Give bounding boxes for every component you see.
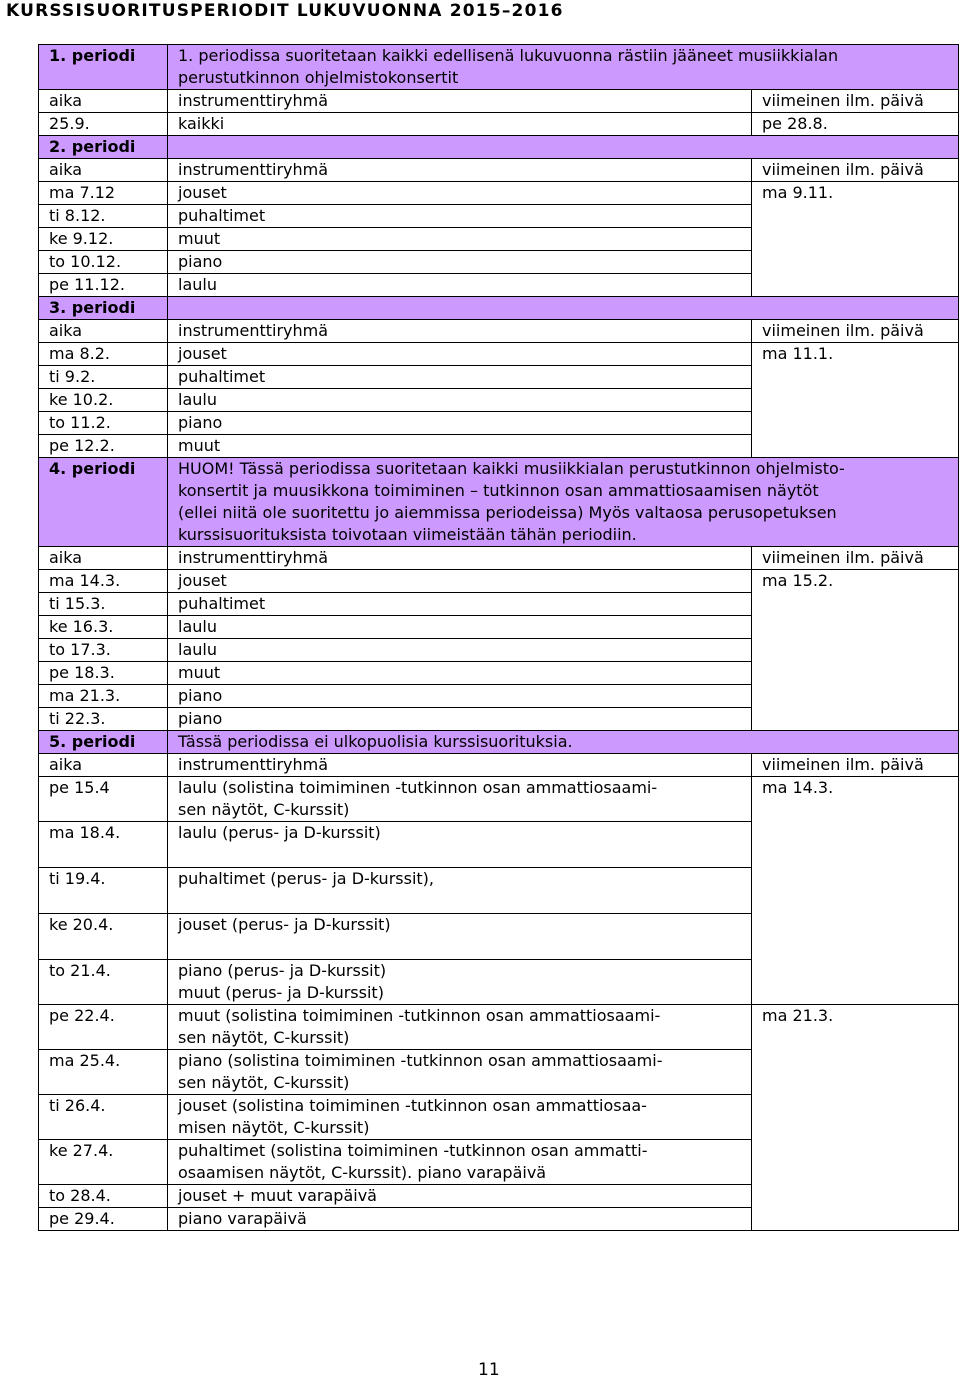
column-headers: aika instrumenttiryhmä viimeinen ilm. päivä bbox=[39, 754, 959, 777]
table-row: to 21.4. piano (perus- ja D-kurssit) muut (perus- ja D-kurssit) bbox=[39, 960, 959, 1005]
period-3-header bbox=[39, 297, 959, 320]
table-row: to 10.12. piano bbox=[39, 251, 959, 274]
period-note: 1. periodissa suoritetaan kaikki edellisenä lukuvuonna rästiin jääneet musiikkialan perustutkinnon ohjelmistokonsertit bbox=[168, 45, 959, 90]
table-row: ti 9.2. puhaltimet bbox=[39, 366, 959, 389]
period-note: HUOM! Tässä periodissa suoritetaan kaikki musiikkialan perustutkinnon ohjelmisto- konsertit ja muusikkona toimiminen – tutkinnon osan ammattiosaamisen näytöt (ellei niitä ole suoritettu jo aiemmissa periodeissa) Myös valtaosa perusopetuksen kurssisuorituksista toivotaan viimeistään tähän periodiin. bbox=[168, 458, 959, 547]
page-number: 11 bbox=[478, 1360, 500, 1380]
deadline: ma 14.3. bbox=[752, 777, 959, 822]
period-label: 4. periodi bbox=[39, 458, 168, 547]
deadline: ma 15.2. bbox=[752, 570, 959, 593]
table-row: ma 18.4. laulu (perus- ja D-kurssit) bbox=[39, 822, 959, 868]
table-row: pe 12.2. muut bbox=[39, 435, 959, 458]
table-row: ke 16.3. laulu bbox=[39, 616, 959, 639]
table-row: pe 29.4. piano varapäivä bbox=[39, 1208, 959, 1231]
column-headers: aika instrumenttiryhmä viimeinen ilm. päivä bbox=[39, 90, 959, 113]
period-label: 5. periodi bbox=[39, 731, 168, 754]
table-row: to 28.4. jouset + muut varapäivä bbox=[39, 1185, 959, 1208]
table-row: to 11.2. piano bbox=[39, 412, 959, 435]
table-row: ti 15.3. puhaltimet bbox=[39, 593, 959, 616]
column-headers: aika instrumenttiryhmä viimeinen ilm. päivä bbox=[39, 320, 959, 343]
table-row: pe 18.3. muut bbox=[39, 662, 959, 685]
period-label: 3. periodi bbox=[39, 297, 168, 320]
table-row: ma 14.3. jouset ma 15.2. bbox=[39, 570, 959, 593]
table-row: ke 27.4. puhaltimet (solistina toimiminen -tutkinnon osan ammatti- osaamisen näytöt, C-kurssit). piano varapäivä bbox=[39, 1140, 959, 1185]
table-row: ma 7.12 jouset ma 9.11. bbox=[39, 182, 959, 205]
period-5-header bbox=[39, 731, 959, 754]
period-note: Tässä periodissa ei ulkopuolisia kurssisuorituksia. bbox=[168, 731, 959, 754]
table-row: pe 22.4. muut (solistina toimiminen -tutkinnon osan ammattiosaami- sen näytöt, C-kurssit) ma 21.3. bbox=[39, 1005, 959, 1050]
deadline: ma 21.3. bbox=[752, 1005, 959, 1050]
period-2-header bbox=[39, 136, 959, 159]
period-4-header bbox=[39, 458, 959, 547]
table-row: pe 11.12. laulu bbox=[39, 274, 959, 297]
deadline: ma 9.11. bbox=[752, 182, 959, 205]
table-row: ti 19.4. puhaltimet (perus- ja D-kurssit), bbox=[39, 868, 959, 914]
table-row: ke 10.2. laulu bbox=[39, 389, 959, 412]
table-row: ma 21.3. piano bbox=[39, 685, 959, 708]
column-headers: aika instrumenttiryhmä viimeinen ilm. päivä bbox=[39, 547, 959, 570]
schedule-table bbox=[38, 44, 959, 1231]
table-row: ti 26.4. jouset (solistina toimiminen -tutkinnon osan ammattiosaa- misen näytöt, C-kurssit) bbox=[39, 1095, 959, 1140]
period-1-header bbox=[39, 45, 959, 90]
period-label: 2. periodi bbox=[39, 136, 168, 159]
document-title: KURSSISUORITUSPERIODIT LUKUVUONNA 2015–2016 bbox=[6, 1, 564, 21]
table-row: ma 8.2. jouset ma 11.1. bbox=[39, 343, 959, 366]
table-row: to 17.3. laulu bbox=[39, 639, 959, 662]
table-row: ti 8.12. puhaltimet bbox=[39, 205, 959, 228]
deadline: ma 11.1. bbox=[752, 343, 959, 366]
table-row: pe 15.4 laulu (solistina toimiminen -tutkinnon osan ammattiosaami- sen näytöt, C-kurssit) ma 14.3. bbox=[39, 777, 959, 822]
table-row: ma 25.4. piano (solistina toimiminen -tutkinnon osan ammattiosaami- sen näytöt, C-kurssit) bbox=[39, 1050, 959, 1095]
table-row: 25.9. kaikki pe 28.8. bbox=[39, 113, 959, 136]
column-headers: aika instrumenttiryhmä viimeinen ilm. päivä bbox=[39, 159, 959, 182]
table-row: ti 22.3. piano bbox=[39, 708, 959, 731]
table-row: ke 9.12. muut bbox=[39, 228, 959, 251]
table-row: ke 20.4. jouset (perus- ja D-kurssit) bbox=[39, 914, 959, 960]
period-label: 1. periodi bbox=[39, 45, 168, 90]
